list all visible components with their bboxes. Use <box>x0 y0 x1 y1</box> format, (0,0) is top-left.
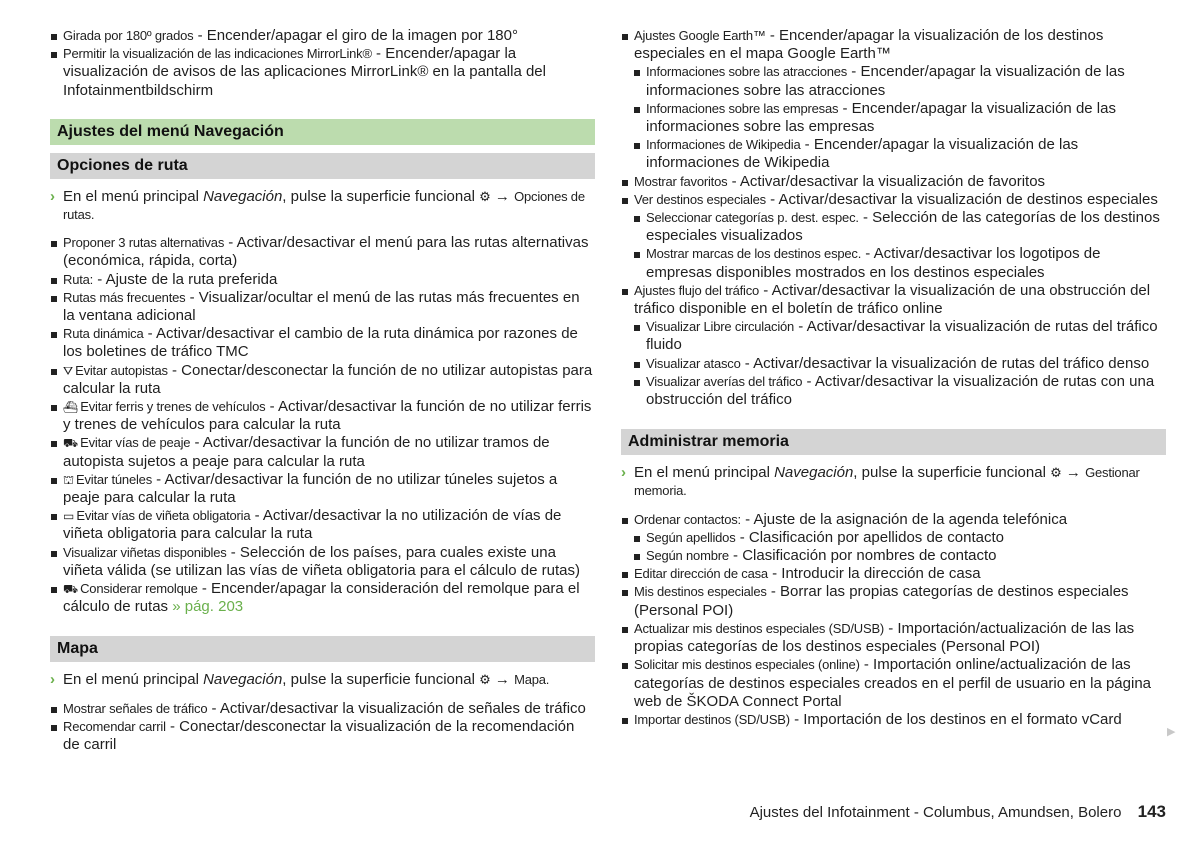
settings-gear-icon: ⚙ <box>479 672 491 688</box>
option-term: Recomendar carril <box>63 718 166 734</box>
option-term: Rutas más frecuentes <box>63 289 186 305</box>
list-item <box>621 282 1166 318</box>
option-description: - Activar/desactivar los logotipos de empresas disponibles mostrados en los destinos especiales <box>646 245 1101 281</box>
option-description: - Encender/apagar la consideración del remolque para el cálculo de rutas <box>63 580 580 616</box>
option-description: - Encender/apagar el giro de la imagen por 180° <box>193 27 518 44</box>
instruction-target: Opciones de rutas. <box>63 188 585 223</box>
instruction-menu-name: Navegación <box>203 187 283 205</box>
option-description: - Activar/desactivar la visualización de una obstrucción del tráfico disponible en el boletín de tráfico online <box>634 281 1151 318</box>
route-options-list <box>50 234 595 616</box>
instruction-text: En el menú principal <box>63 187 204 205</box>
option-description: - Importación online/actualización de las categorías de destinos especiales creados en el perfil de usuario en la página web de ŠKODA Connect Portal <box>634 656 1152 710</box>
list-item <box>633 547 1166 565</box>
page-number: 143 <box>1137 802 1166 821</box>
option-description: - Encender/apagar la visualización de las informaciones sobre las empresas <box>646 99 1116 136</box>
option-term: Ajustes flujo del tráfico <box>634 282 760 298</box>
option-description: - Encender/apagar la visualización de avisos de las aplicaciones MirrorLink® en la pantalla del Infotainmentbildschirm <box>63 45 546 99</box>
list-item <box>50 325 595 361</box>
list-item <box>633 100 1166 136</box>
option-description: - Activar/desactivar la no utilización de vías de viñeta obligatoria para calcular la ruta <box>63 507 562 543</box>
continue-triangle-icon: ▶ <box>1167 726 1176 738</box>
instruction-menu-name: Navegación <box>203 671 283 689</box>
list-item <box>621 583 1166 619</box>
footer-title: Ajustes del Infotainment - Columbus, Amundsen, Bolero <box>749 804 1122 821</box>
option-term: Ordenar contactos: <box>634 511 741 527</box>
subsection-title-route-options: Opciones de ruta <box>50 153 595 179</box>
option-term: Mostrar señales de tráfico <box>63 700 208 716</box>
list-item <box>633 373 1166 409</box>
option-term: Actualizar mis destinos especiales (SD/USB) <box>634 620 885 636</box>
option-description: - Encender/apagar la visualización de las informaciones de Wikipedia <box>646 136 1079 172</box>
list-item <box>50 234 595 270</box>
list-item <box>50 507 595 543</box>
option-term: Seleccionar categorías p. dest. espec. <box>646 210 859 226</box>
option-description: - Visualizar/ocultar el menú de las rutas más frecuentes en la ventana adicional <box>63 288 580 325</box>
page-footer <box>750 803 1166 822</box>
map-options-list <box>50 700 595 755</box>
option-description: - Clasificación por apellidos de contacto <box>735 528 1005 546</box>
list-item <box>621 191 1166 209</box>
list-item <box>50 471 595 507</box>
list-item <box>621 711 1166 729</box>
instruction-arrow: → <box>490 671 515 689</box>
option-term: Ruta: <box>63 271 94 287</box>
option-term: Considerar remolque <box>80 581 198 597</box>
option-term: Según apellidos <box>646 529 736 545</box>
list-item <box>50 434 595 470</box>
option-term: Visualizar atasco <box>646 355 741 371</box>
option-description: - Ajuste de la ruta preferida <box>93 270 278 288</box>
option-term: Evitar vías de viñeta obligatoria <box>76 508 251 524</box>
option-description: - Importación/actualización de las las propias categorías de los destinos especiales (Personal POI) <box>634 619 1135 656</box>
option-term: Informaciones sobre las atracciones <box>646 64 848 80</box>
option-description: - Clasificación por nombres de contacto <box>728 547 997 565</box>
instruction-map <box>50 671 595 689</box>
option-description: - Activar/desactivar la función de no utilizar túneles sujetos a peaje para calcular la ruta <box>63 470 558 507</box>
map-settings-list <box>621 27 1166 409</box>
option-description: - Conectar/desconectar la función de no utilizar autopistas para calcular la ruta <box>63 361 593 397</box>
instruction-target: Gestionar memoria. <box>634 465 1140 499</box>
option-icon: ▭ <box>63 509 75 524</box>
option-description: - Selección de los países, para cuales existe una viñeta válida (se utilizan las vías de viñeta obligatoria para el cálculo de rutas) <box>63 543 580 579</box>
intro-list <box>50 27 595 100</box>
list-item <box>50 271 595 289</box>
option-description: - Activar/desactivar la visualización de señales de tráfico <box>207 699 586 717</box>
option-term: Informaciones de Wikipedia <box>646 137 801 153</box>
option-icon: ⛫ <box>63 472 75 487</box>
instruction-text: , pulse la superficie funcional <box>282 187 480 205</box>
option-description: - Ajuste de la asignación de la agenda telefónica <box>740 510 1068 528</box>
page-reference-link[interactable]: » pág. 203 <box>172 598 244 616</box>
subsection-title-map: Mapa <box>50 636 595 662</box>
list-item <box>633 209 1166 245</box>
list-item <box>50 700 595 718</box>
option-term: Evitar ferris y trenes de vehículos <box>80 399 266 415</box>
right-column <box>621 27 1166 729</box>
instruction-text: , pulse la superficie funcional <box>282 671 480 689</box>
instruction-text: , pulse la superficie funcional <box>853 464 1051 482</box>
instruction-text: En el menú principal <box>63 671 204 689</box>
option-term: Mis destinos especiales <box>634 584 767 600</box>
instruction-target: Mapa. <box>514 672 550 688</box>
settings-gear-icon: ⚙ <box>479 188 491 204</box>
option-term: Evitar vías de peaje <box>80 435 191 451</box>
option-term: Visualizar averías del tráfico <box>646 373 803 389</box>
option-term: Importar destinos (SD/USB) <box>634 711 790 727</box>
subsection-title-memory: Administrar memoria <box>621 429 1166 455</box>
option-description: - Activar/desactivar la visualización de rutas del tráfico fluido <box>646 318 1158 354</box>
list-item <box>633 245 1166 281</box>
option-term: Editar dirección de casa <box>634 566 768 582</box>
list-item <box>633 136 1166 172</box>
option-term: Solicitar mis destinos especiales (online) <box>634 657 860 673</box>
section-title: Ajustes del menú Navegación <box>50 119 595 145</box>
option-description: - Encender/apagar la visualización de las informaciones sobre las atracciones <box>646 63 1125 99</box>
list-item <box>621 27 1166 63</box>
list-item <box>50 544 595 580</box>
option-icon: ⛟ <box>63 436 79 451</box>
instruction-arrow-icon: › <box>50 671 55 689</box>
list-item <box>50 27 595 45</box>
option-icon: ⛟ <box>63 582 79 597</box>
option-term: Según nombre <box>646 548 729 564</box>
option-description: - Activar/desactivar la función de no utilizar tramos de autopista sujetos a peaje para calcular la ruta <box>63 434 550 470</box>
left-column <box>50 27 595 754</box>
option-term: Visualizar Libre circulación <box>646 319 795 335</box>
option-description: - Activar/desactivar la visualización de rutas del tráfico denso <box>740 354 1150 372</box>
option-term: Permitir la visualización de las indicaciones MirrorLink® <box>63 46 372 62</box>
instruction-arrow-icon: › <box>621 464 626 482</box>
list-item <box>633 63 1166 99</box>
option-icon: ⛴ <box>63 400 79 415</box>
option-description: - Activar/desactivar el menú para las rutas alternativas (económica, rápida, corta) <box>63 234 589 270</box>
instruction-menu-name: Navegación <box>774 464 854 482</box>
list-item <box>50 362 595 398</box>
option-term: Evitar túneles <box>76 471 152 487</box>
list-item <box>633 318 1166 354</box>
instruction-text: En el menú principal <box>634 464 775 482</box>
option-term: Evitar autopistas <box>75 362 168 378</box>
list-item <box>50 398 595 434</box>
settings-gear-icon: ⚙ <box>1050 465 1062 481</box>
option-description: - Activar/desactivar la visualización de rutas con una obstrucción del tráfico <box>646 372 1155 409</box>
option-description: - Conectar/desconectar la visualización de la recomendación de carril <box>63 717 575 754</box>
option-term: Proponer 3 rutas alternativas <box>63 235 225 251</box>
option-description: - Activar/desactivar el cambio de la ruta dinámica por razones de los boletines de tráfico TMC <box>63 325 578 361</box>
list-item <box>50 718 595 754</box>
option-term: Ruta dinámica <box>63 326 144 342</box>
list-item <box>621 565 1166 583</box>
option-icon: ⛛ <box>63 363 74 378</box>
list-item <box>50 580 595 616</box>
memory-options-list <box>621 511 1166 729</box>
instruction-arrow: → <box>1061 464 1086 482</box>
instruction-route-options <box>50 188 595 224</box>
list-item <box>633 355 1166 373</box>
option-term: Informaciones sobre las empresas <box>646 100 839 116</box>
list-item <box>621 173 1166 191</box>
instruction-arrow-icon: › <box>50 187 55 205</box>
list-item <box>633 529 1166 547</box>
list-item <box>621 656 1166 711</box>
option-description: - Selección de las categorías de los destinos especiales visualizados <box>646 209 1160 245</box>
option-description: - Importación de los destinos en el formato vCard <box>789 710 1122 728</box>
option-term: Visualizar viñetas disponibles <box>63 544 227 560</box>
list-item <box>50 289 595 325</box>
option-term: Mostrar favoritos <box>634 173 728 189</box>
option-term: Ver destinos especiales <box>634 191 766 207</box>
instruction-arrow: → <box>490 187 515 205</box>
option-description: - Borrar las propias categorías de destinos especiales (Personal POI) <box>634 583 1129 619</box>
list-item <box>621 511 1166 529</box>
option-term: Mostrar marcas de los destinos espec. <box>646 246 862 262</box>
option-description: - Activar/desactivar la visualización de favoritos <box>727 172 1046 190</box>
option-description: - Activar/desactivar la función de no utilizar ferris y trenes de vehículos para calcular la ruta <box>63 398 592 434</box>
option-description: - Introducir la dirección de casa <box>767 565 981 583</box>
list-item <box>621 620 1166 656</box>
option-term: Ajustes Google Earth™ <box>634 28 766 43</box>
option-description: - Encender/apagar la visualización de los destinos especiales en el mapa Google Earth™ <box>634 27 1104 63</box>
list-item <box>50 45 595 100</box>
option-description: - Activar/desactivar la visualización de destinos especiales <box>765 190 1158 208</box>
option-term: Girada por 180º grados <box>63 28 194 43</box>
instruction-memory <box>621 464 1166 500</box>
